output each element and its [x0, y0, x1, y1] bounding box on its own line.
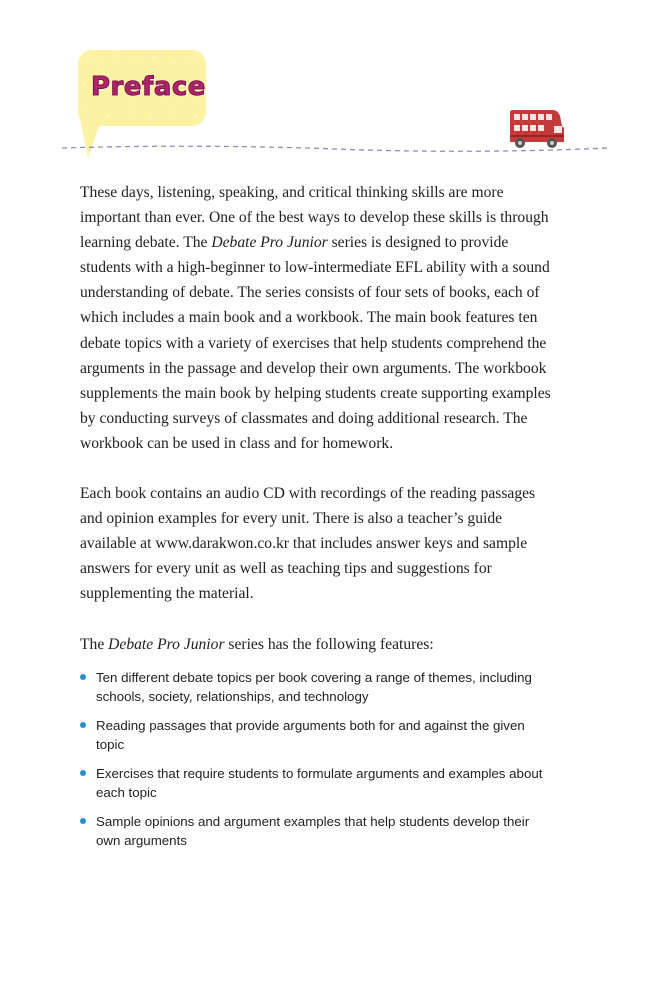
bullet-icon [80, 722, 86, 728]
series-name: Debate Pro Junior [108, 635, 225, 653]
feature-list [80, 668, 550, 860]
page-title: Preface [91, 72, 206, 102]
list-item: Reading passages that provide arguments both for and against the given topic [80, 716, 550, 754]
list-item: Exercises that require students to formulate arguments and examples about each topic [80, 764, 550, 802]
double-decker-bus-icon [506, 108, 568, 150]
series-name: Debate Pro Junior [211, 234, 328, 252]
bullet-icon [80, 770, 86, 776]
bullet-icon [80, 818, 86, 824]
preface-body [80, 180, 555, 682]
list-item: Sample opinions and argument examples that help students develop their own arguments [80, 812, 550, 850]
list-item: Ten different debate topics per book covering a range of themes, including schools, society, relationships, and technology [80, 668, 550, 706]
features-intro: The Debate Pro Junior series has the following features: [80, 635, 434, 653]
audio-paragraph: Each book contains an audio CD with recordings of the reading passages and opinion examples for every unit. There is also a teacher’s guide available at www.darakwon.co.kr that includes answer keys and sample answers for every unit as well as teaching tips and suggestions for supplementing the material. [80, 485, 536, 603]
intro-paragraph: These days, listening, speaking, and critical thinking skills are more important than ever. One of the best ways to develop these skills is through learning debate. The Debate Pro Junior series is designed to provide students with a high-beginner to low-intermediate EFL ability with a sound understanding of debate. The series consists of four sets of books, each of which includes a main book and a workbook. The main book features ten debate topics with a variety of exercises that help students comprehend the arguments in the passage and develop their own arguments. The workbook supplements the main book by helping students create supporting examples by conducting surveys of classmates and doing additional research. The workbook can be used in class and for homework. [80, 184, 551, 452]
bullet-icon [80, 674, 86, 680]
